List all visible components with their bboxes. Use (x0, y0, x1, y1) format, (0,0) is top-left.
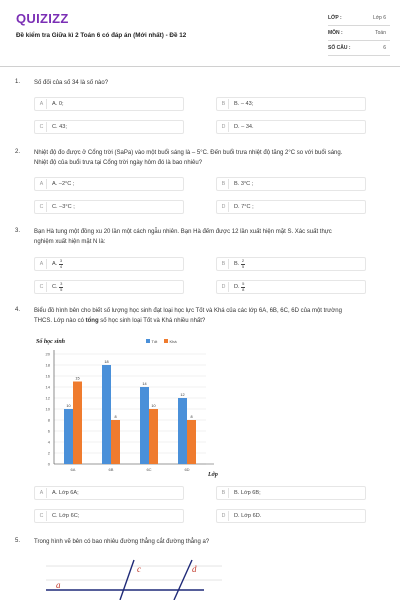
option-letter: B (219, 99, 229, 109)
fraction (59, 259, 63, 268)
option-c[interactable] (34, 280, 184, 294)
option-letter: C (37, 511, 47, 521)
x-tick-label: 6A (70, 467, 76, 472)
option-text: C. –3°C ; (52, 204, 75, 210)
y-tick-label: 2 (47, 450, 50, 456)
legend-label: Khá (169, 338, 177, 344)
quizizz-logo[interactable]: QUIZIZZ (16, 11, 69, 26)
data-label: 8 (114, 415, 117, 419)
option-letter: C (37, 282, 47, 292)
y-tick-label: 20 (45, 351, 50, 357)
option-prefix: C. (52, 284, 58, 291)
question-number: 5. (15, 538, 21, 544)
option-b[interactable] (216, 97, 366, 111)
option-text: A. Lớp 6A; (52, 490, 79, 496)
option-letter: B (219, 259, 229, 269)
option-text: D. – 34. (234, 124, 254, 130)
legend-label: Tốt (151, 338, 158, 344)
question-emphasis: tổng (85, 317, 99, 324)
numerator: 2 (241, 258, 245, 264)
data-label: 10 (66, 404, 71, 408)
legend-swatch (164, 339, 168, 343)
label-c: c (137, 564, 141, 574)
numerator: 3 (60, 281, 63, 287)
option-b[interactable] (216, 486, 366, 500)
fraction (59, 282, 63, 291)
meta-value: 6 (383, 45, 386, 51)
meta-label: MÔN : (328, 30, 343, 36)
question-line: Nhiệt độ của buổi trưa tại Cổng trời ngày hôm đó là bao nhiêu? (34, 159, 203, 166)
option-letter: D (219, 122, 229, 132)
option-text (234, 282, 245, 291)
denominator: 8 (242, 286, 245, 292)
y-tick-label: 16 (45, 373, 50, 379)
option-text: D. Lớp 6D. (234, 513, 262, 519)
lines-figure (44, 552, 224, 600)
bar-Khá (73, 382, 82, 465)
y-tick-label: 10 (45, 406, 50, 412)
option-a[interactable] (34, 257, 184, 271)
option-a[interactable] (34, 177, 184, 191)
option-text: A. 0; (52, 101, 64, 107)
denominator: 5 (60, 286, 63, 292)
option-d[interactable] (216, 120, 366, 134)
data-label: 14 (142, 382, 147, 386)
bar-Tốt (64, 409, 73, 464)
y-tick-label: 6 (47, 428, 50, 434)
question-fragment: số học sinh loại Tốt và Khá nhiều nhất? (98, 317, 206, 324)
x-tick-label: 6C (146, 467, 152, 472)
option-text: B. Lớp 6B; (234, 490, 261, 496)
x-tick-label: 6B (108, 467, 114, 472)
option-letter: A (37, 259, 47, 269)
option-c[interactable] (34, 509, 184, 523)
x-axis-title: Lớp (208, 472, 218, 478)
denominator: 5 (241, 263, 245, 269)
y-tick-label: 0 (47, 461, 50, 467)
question-number: 1. (15, 79, 21, 85)
label-d: d (192, 564, 197, 574)
option-letter: D (219, 511, 229, 521)
option-letter: D (219, 282, 229, 292)
question-line: Nhiệt độ đo được ở Cổng trời (SaPa) vào một buổi sáng là – 5°C. Đến buổi trưa nhiệt độ tăng 2°C so với buổi sáng. (34, 150, 343, 156)
question-line (34, 317, 374, 327)
y-tick-label: 12 (45, 395, 50, 401)
bar-Tốt (178, 398, 187, 464)
meta-row-count (328, 41, 390, 56)
question-number: 3. (15, 228, 21, 234)
meta-value: Toán (375, 30, 386, 36)
option-text: B. 3°C ; (234, 181, 254, 187)
option-c[interactable] (34, 200, 184, 214)
question-number: 4. (15, 307, 21, 313)
x-tick-label: 6D (184, 467, 190, 472)
option-text (52, 282, 63, 291)
option-b[interactable] (216, 257, 366, 271)
question-number: 2. (15, 149, 21, 155)
option-letter: A (37, 488, 47, 498)
label-a: a (56, 580, 61, 590)
question-text: Số đối của số 34 là số nào? (34, 80, 109, 86)
question-text (34, 149, 374, 168)
meta-row-class (328, 11, 390, 26)
option-letter: B (219, 179, 229, 189)
option-a[interactable] (34, 486, 184, 500)
question-line: Biểu đồ hình bên cho biết số lượng học sinh đạt loại học lực Tốt và Khá của các lớp 6A, 6B, 6C, 6D của một trường (34, 308, 342, 314)
y-tick-label: 4 (47, 439, 50, 445)
data-label: 10 (151, 404, 156, 408)
option-prefix: B. (234, 261, 240, 268)
fraction (241, 282, 245, 291)
bar-Tốt (140, 387, 149, 464)
y-tick-label: 14 (45, 384, 50, 390)
meta-label: LỚP : (328, 15, 342, 21)
meta-label: SỐ CÂU : (328, 45, 351, 51)
bar-Tốt (102, 365, 111, 464)
option-letter: B (219, 488, 229, 498)
question-text (34, 307, 374, 326)
option-letter: A (37, 99, 47, 109)
option-text: C. 43; (52, 124, 67, 130)
numerator: 5 (242, 281, 245, 287)
option-text: B. – 43; (234, 101, 254, 107)
option-letter: A (37, 179, 47, 189)
meta-row-subject (328, 26, 390, 41)
legend-swatch (146, 339, 150, 343)
option-c[interactable] (34, 120, 184, 134)
option-letter: C (37, 122, 47, 132)
option-text: A. –2°C ; (52, 181, 75, 187)
header-divider (0, 66, 400, 67)
meta-box (328, 11, 390, 56)
bar-chart (34, 334, 222, 480)
option-text: C. Lớp 6C; (52, 513, 80, 519)
bar-Khá (111, 420, 120, 464)
question-fragment: THCS. Lớp nào có (34, 317, 86, 324)
denominator: 4 (59, 263, 63, 269)
option-text: D. 7°C ; (234, 204, 254, 210)
question-text (34, 228, 374, 247)
question-line: Bạn Hà tung một đồng xu 20 lần một cách ngẫu nhiên. Bạn Hà đếm được 12 lần xuất hiện mặt S. Xác suất thực (34, 229, 332, 235)
option-letter: C (37, 202, 47, 212)
option-prefix: A. (52, 261, 58, 268)
option-a[interactable] (34, 97, 184, 111)
option-text (234, 259, 245, 268)
bar-Khá (187, 420, 196, 464)
option-text (52, 259, 63, 268)
y-tick-label: 8 (47, 417, 50, 423)
data-label: 18 (104, 360, 109, 364)
option-prefix: D. (234, 284, 240, 291)
y-tick-label: 18 (45, 362, 50, 368)
option-d[interactable] (216, 200, 366, 214)
page-title: Đề kiểm tra Giữa kì 2 Toán 6 có đáp án (Mới nhất) - Đề 12 (16, 32, 187, 39)
option-d[interactable] (216, 280, 366, 294)
data-label: 15 (75, 376, 80, 381)
numerator: 3 (59, 258, 63, 264)
data-label: 8 (190, 415, 193, 419)
option-letter: D (219, 202, 229, 212)
meta-value: Lớp 6 (372, 15, 386, 21)
question-text: Trong hình vẽ bên có bao nhiêu đường thẳng cắt đường thẳng a? (34, 539, 210, 545)
bar-Khá (149, 409, 158, 464)
y-axis-title: Số học sinh (36, 339, 66, 345)
fraction (241, 259, 245, 268)
option-b[interactable] (216, 177, 366, 191)
question-line: nghiệm xuất hiện mặt N là: (34, 238, 106, 245)
data-label: 12 (180, 393, 185, 397)
option-d[interactable] (216, 509, 366, 523)
